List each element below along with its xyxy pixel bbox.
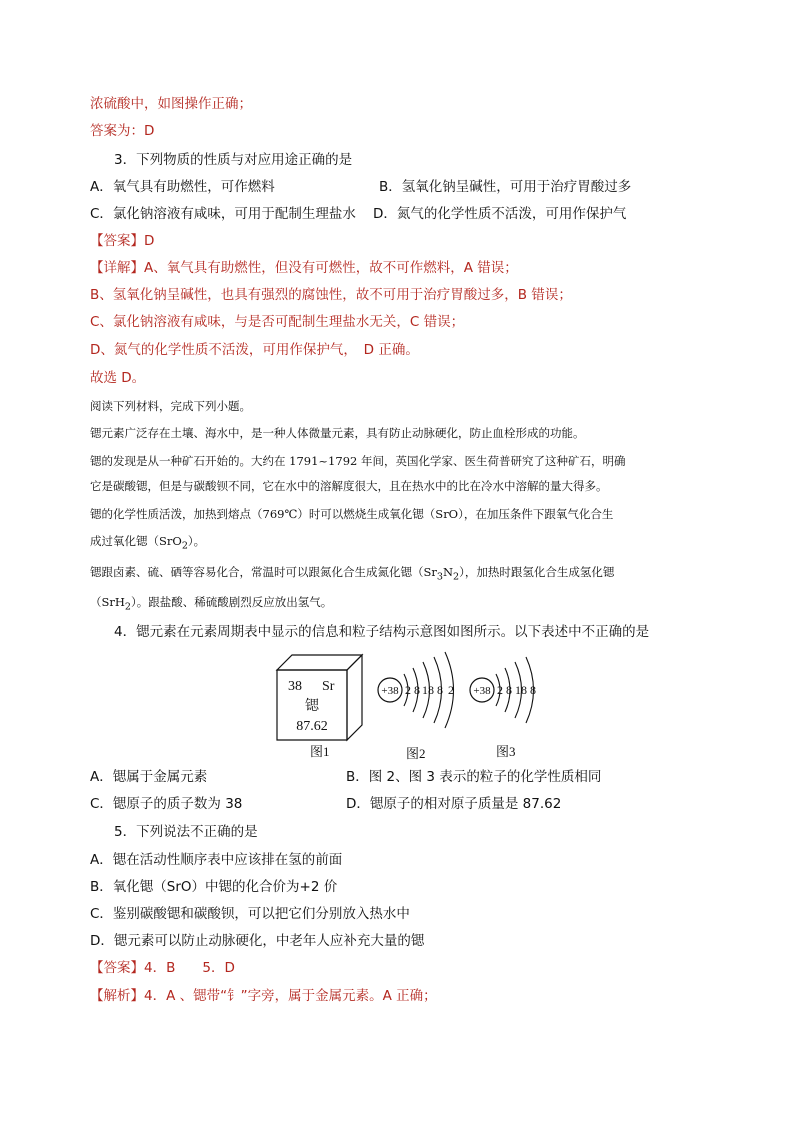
q3-detail-4: D、氮气的化学性质不活泼，可用作保护气， D 正确。 <box>90 342 419 358</box>
q5-option-b: B．氧化锶（SrO）中锶的化合价为+2 价 <box>90 879 338 895</box>
question-4-stem: 4．锶元素在元素周期表中显示的信息和粒子结构示意图如图所示。以下表述中不正确的是 <box>114 624 650 640</box>
passage-p4-line1: 锶跟卤素、硫、硒等容易化合，常温时可以跟氮化合生成氮化锶$(Sr_3N_2)$，加热时跟氢化合生成氢化锶 <box>90 565 615 583</box>
question-4-figures <box>270 648 570 763</box>
passage-p1: 锶元素广泛存在土壤、海水中，是一种人体微量元素，具有防止动脉硬化，防止血栓形成的功能。 <box>90 426 585 440</box>
q4-q5-answer: 【答案】4．B 5．D <box>90 960 235 976</box>
shell-electrons-fig3-2: 8 <box>506 683 512 697</box>
shell-electrons-fig2-1: 2 <box>405 683 411 697</box>
figure-3-caption: 图3 <box>496 744 516 759</box>
element-symbol: Sr <box>322 679 335 694</box>
element-name: 锶 <box>305 698 319 714</box>
q3-detail-3: C、氯化钠溶液有咸味，与是否可配制生理盐水无关，C 错误； <box>90 314 465 330</box>
figure-1-caption: 图1 <box>310 744 330 759</box>
q4-option-b: B．图 2、图 3 表示的粒子的化学性质相同 <box>346 769 602 785</box>
q3-option-a: A．氧气具有助燃性，可作燃料 <box>90 179 275 195</box>
nucleus-charge-fig2: +38 <box>381 685 399 697</box>
q3-choose: 故选 D。 <box>90 370 146 386</box>
q3-option-c: C．氯化钠溶液有咸味，可用于配制生理盐水 <box>90 206 356 222</box>
q5-option-d: D．锶元素可以防止动脉硬化，中老年人应补充大量的锶 <box>90 933 425 949</box>
q3-detail-1: 【详解】A、氧气具有助燃性，但没有可燃性，故不可作燃料，A 错误； <box>90 260 518 276</box>
figure-2-caption: 图2 <box>406 746 426 761</box>
question-3-stem: 3．下列物质的性质与对应用途正确的是 <box>114 152 353 168</box>
text-line: 浓硫酸中，如图操作正确； <box>90 96 252 112</box>
passage-p4-line2: （SrH$_2$）。跟盐酸、稀硫酸剧烈反应放出氢气。 <box>90 595 333 613</box>
q4-option-a: A．锶属于金属元素 <box>90 769 208 785</box>
shell-electrons-fig2-3: 18 <box>422 683 434 697</box>
passage-p2-line1: 锶的发现是从一种矿石开始的。大约在 1791~1792 年间，英国化学家、医生荷普研究了这种矿石，明确 <box>90 454 626 468</box>
q4-option-d: D．锶原子的相对原子质量是 87.62 <box>346 796 562 812</box>
passage-p2-line2: 它是碳酸锶，但是与碳酸钡不同，它在水中的溶解度很大，且在热水中的比在冷水中溶解的量大得多。 <box>90 479 608 493</box>
q4-analysis: 【解析】4．A 、锶带“钅”字旁，属于金属元素。A 正确； <box>90 988 437 1004</box>
passage-intro: 阅读下列材料，完成下列小题。 <box>90 399 251 413</box>
shell-electrons-fig2-2: 8 <box>414 683 420 697</box>
q5-option-a: A．锶在活动性顺序表中应该排在氢的前面 <box>90 852 343 868</box>
q3-option-d: D．氮气的化学性质不活泼，可用作保护气 <box>373 206 627 222</box>
shell-electrons-fig2-4: 8 <box>437 683 443 697</box>
passage-p3-line1: 锶的化学性质活泼，加热到熔点（769℃）时可以燃烧生成氧化锶（SrO），在加压条件下跟氧气化合生 <box>90 507 614 521</box>
q3-option-b: B．氢氧化钠呈碱性，可用于治疗胃酸过多 <box>379 179 632 195</box>
question-5-stem: 5．下列说法不正确的是 <box>114 824 258 840</box>
answer-line: 答案为：D <box>90 123 155 139</box>
atomic-mass: 87.62 <box>296 719 328 734</box>
atomic-number: 38 <box>288 679 302 694</box>
shell-electrons-fig2-5: 2 <box>448 683 454 697</box>
shell-electrons-fig3-4: 8 <box>530 683 536 697</box>
passage-p3-line2: 成过氧化锶（SrO$_2$）。 <box>90 534 206 552</box>
q3-answer: 【答案】D <box>90 233 155 249</box>
shell-electrons-fig3-1: 2 <box>497 683 503 697</box>
shell-electrons-fig3-3: 18 <box>515 683 527 697</box>
nucleus-charge-fig3: +38 <box>473 685 491 697</box>
q5-option-c: C．鉴别碳酸锶和碳酸钡，可以把它们分别放入热水中 <box>90 906 410 922</box>
q3-detail-2: B、氢氧化钠呈碱性，也具有强烈的腐蚀性，故不可用于治疗胃酸过多，B 错误； <box>90 287 572 303</box>
q4-option-c: C．锶原子的质子数为 38 <box>90 796 243 812</box>
